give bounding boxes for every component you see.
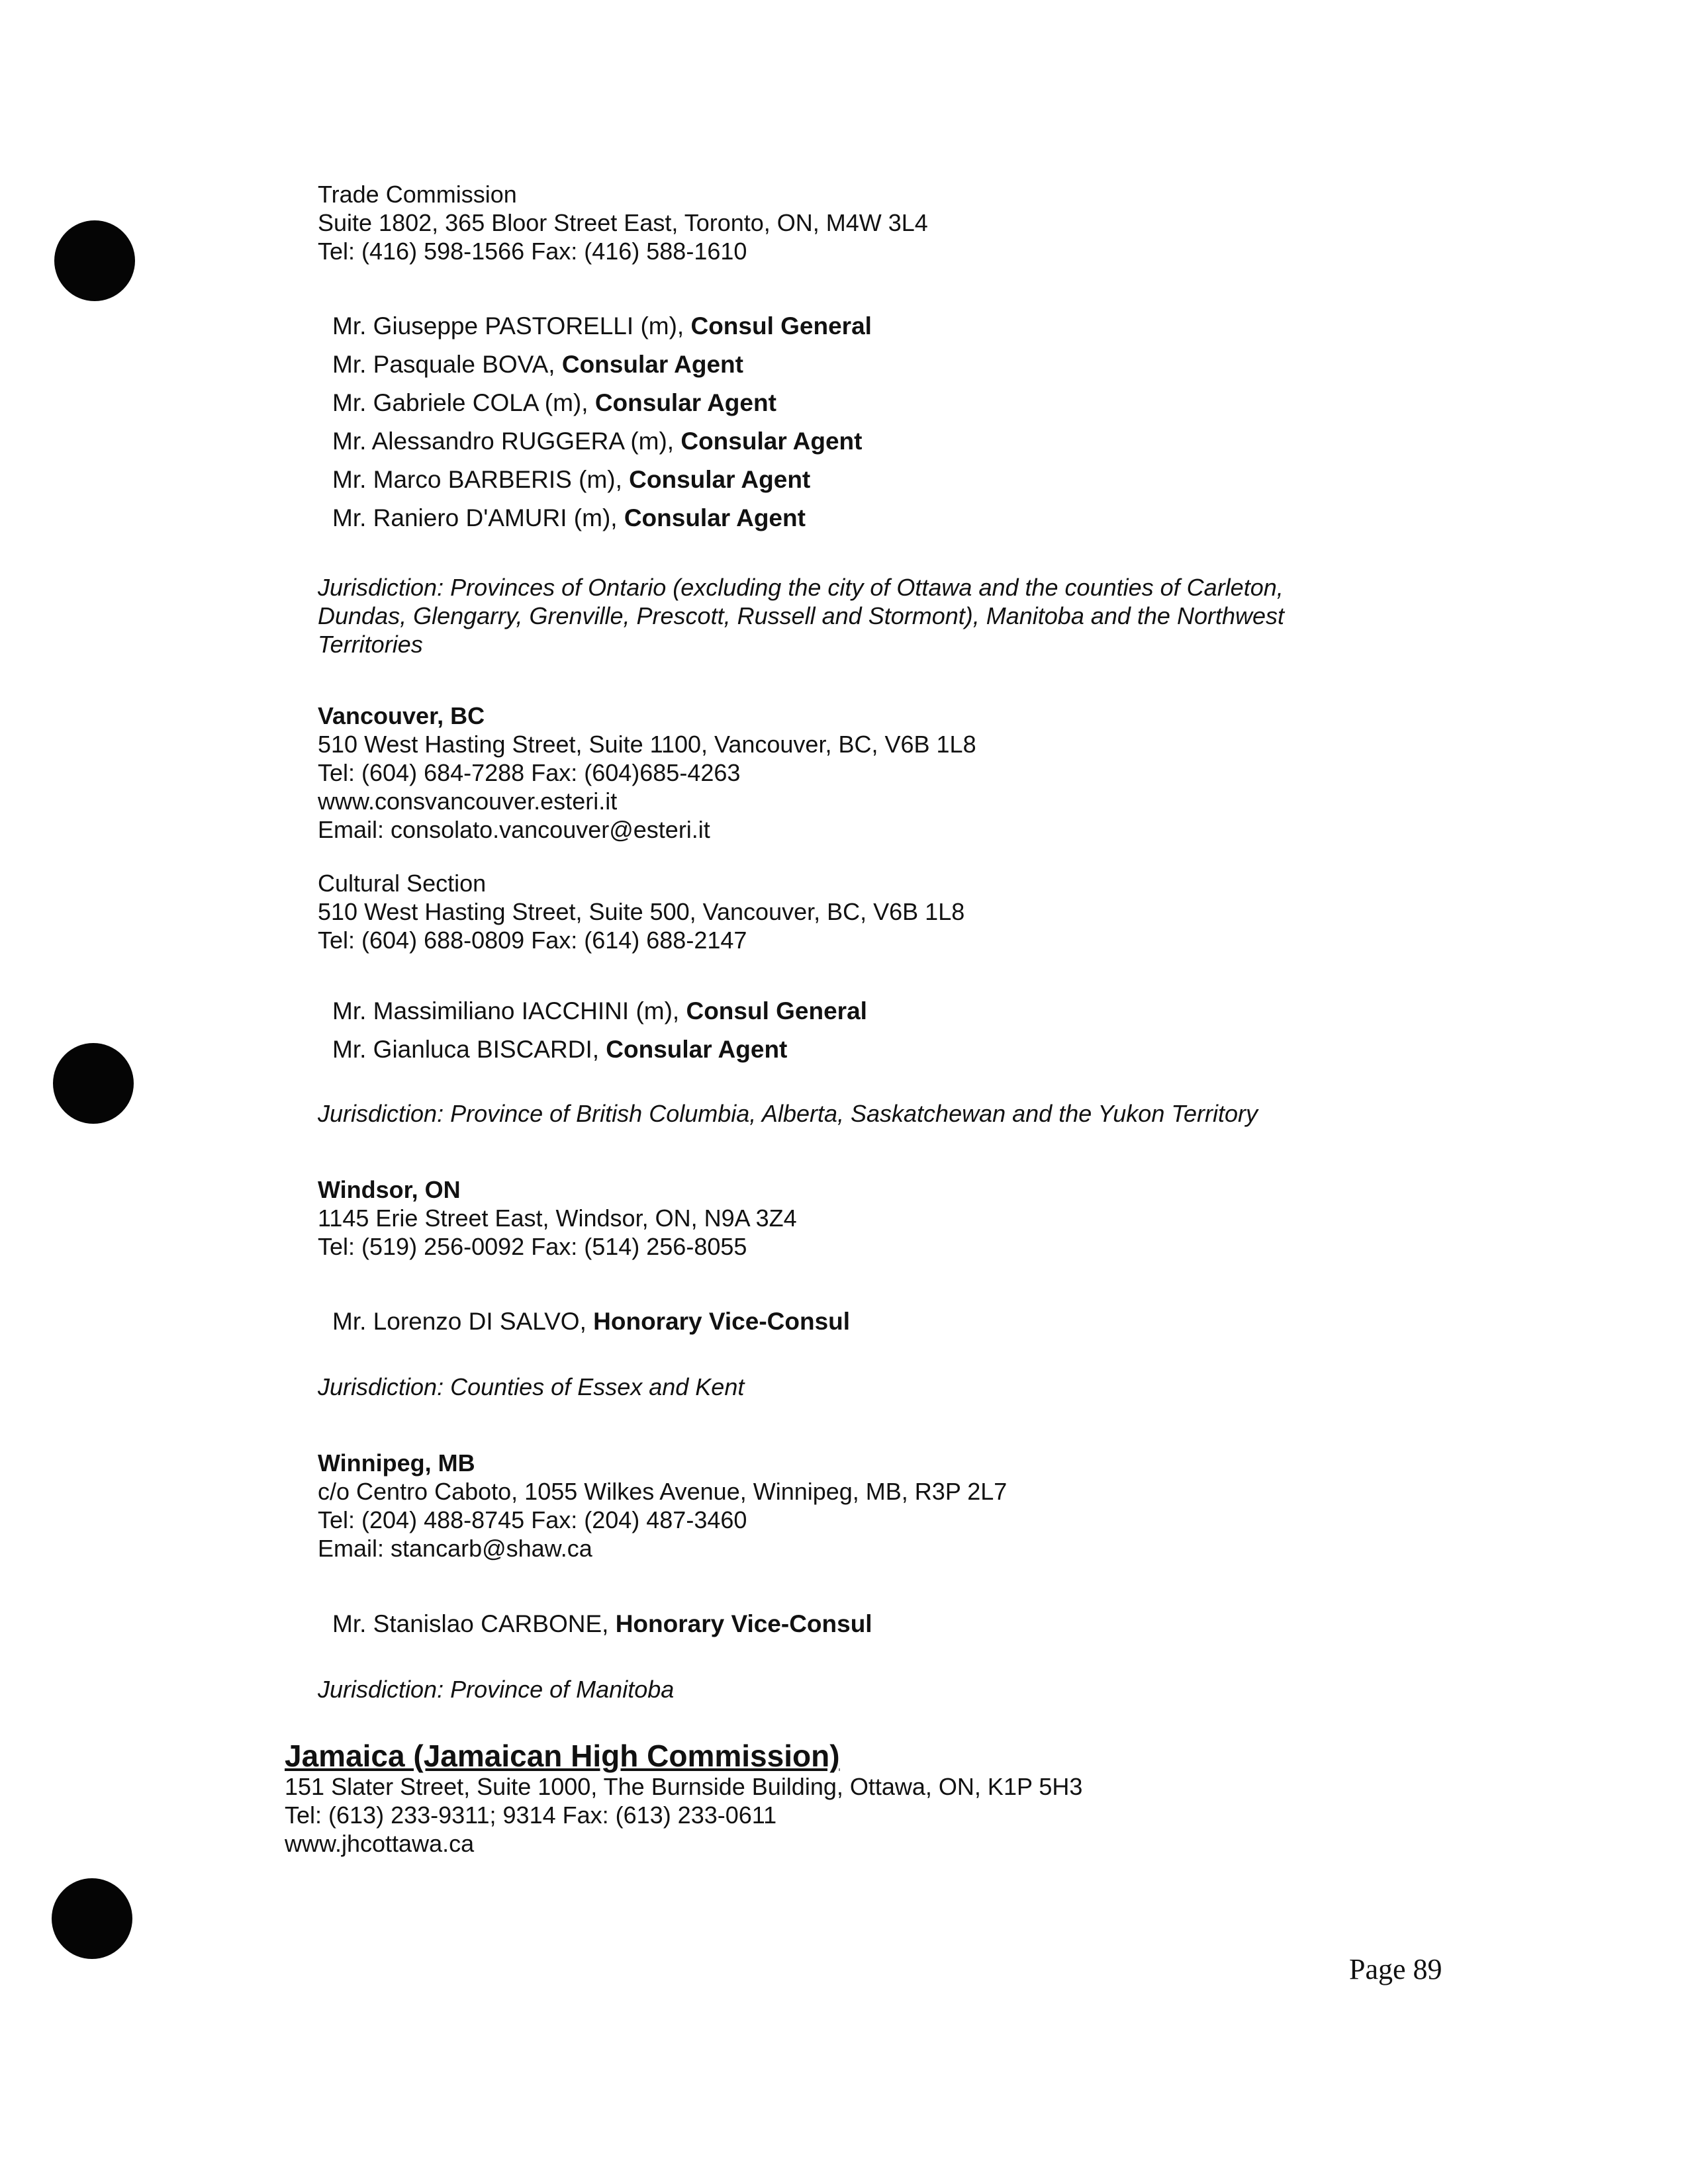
office-address: c/o Centro Caboto, 1055 Wilkes Avenue, Winnipeg, MB, R3P 2L7 <box>318 1478 1008 1505</box>
page-number: Page 89 <box>1349 1953 1442 1985</box>
personnel-entry <box>332 1030 867 1069</box>
section-title-jamaica: Jamaica (Jamaican High Commission) <box>285 1739 840 1773</box>
toronto-personnel-list <box>332 307 872 537</box>
person-title: Honorary Vice-Consul <box>593 1308 851 1335</box>
vancouver-jurisdiction <box>318 1099 1258 1128</box>
jurisdiction-line: Territories <box>318 631 423 658</box>
winnipeg-personnel-list <box>332 1605 872 1643</box>
personnel-entry <box>332 422 872 461</box>
office-tel: Tel: (604) 688-0809 Fax: (614) 688-2147 <box>318 927 747 954</box>
jurisdiction-line <box>318 1675 674 1704</box>
office-website: www.jhcottawa.ca <box>285 1830 475 1857</box>
windsor-personnel-list <box>332 1302 850 1341</box>
person-name: Mr. Lorenzo DI SALVO, <box>332 1308 594 1335</box>
winnipeg-jurisdiction <box>318 1675 674 1704</box>
jamaica-high-commission <box>285 1772 1082 1858</box>
personnel-entry <box>332 1605 872 1643</box>
windsor-consulate <box>318 1175 1410 1261</box>
person-title: Consular Agent <box>680 428 863 455</box>
office-tel: Tel: (416) 598-1566 Fax: (416) 588-1610 <box>318 238 747 265</box>
person-name: Mr. Giuseppe PASTORELLI (m), <box>332 312 691 340</box>
office-address: 510 West Hasting Street, Suite 1100, Vancouver, BC, V6B 1L8 <box>318 731 976 758</box>
vancouver-consulate <box>318 702 1410 844</box>
personnel-entry <box>332 992 867 1030</box>
person-name: Mr. Marco BARBERIS (m), <box>332 466 630 493</box>
toronto-trade-commission <box>318 180 1410 265</box>
office-heading: Winnipeg, MB <box>318 1449 475 1477</box>
jurisdiction-label: Jurisdiction: <box>318 1100 444 1127</box>
person-name: Mr. Stanislao CARBONE, <box>332 1610 616 1637</box>
office-website: www.consvancouver.esteri.it <box>318 788 618 815</box>
person-title: Consular Agent <box>624 504 806 531</box>
personnel-entry <box>332 345 872 384</box>
person-title: Consular Agent <box>561 351 743 378</box>
jurisdiction-label: Jurisdiction: <box>318 1676 444 1703</box>
personnel-entry <box>332 1302 850 1341</box>
personnel-entry <box>332 384 872 422</box>
jurisdiction-text: Province of Manitoba <box>444 1676 675 1703</box>
jurisdiction-line <box>318 1099 1258 1128</box>
person-title: Consular Agent <box>594 389 776 416</box>
person-name: Mr. Gianluca BISCARDI, <box>332 1036 606 1063</box>
winnipeg-consulate <box>318 1449 1410 1563</box>
office-name: Cultural Section <box>318 870 487 897</box>
jurisdiction-text: Province of British Columbia, Alberta, Saskatchewan and the Yukon Territory <box>444 1100 1258 1127</box>
office-address: Suite 1802, 365 Bloor Street East, Toronto, ON, M4W 3L4 <box>318 209 928 236</box>
office-tel: Tel: (519) 256-0092 Fax: (514) 256-8055 <box>318 1233 747 1260</box>
jurisdiction-line <box>318 573 1284 602</box>
office-email: Email: stancarb@shaw.ca <box>318 1535 592 1562</box>
person-title: Consular Agent <box>629 466 811 493</box>
office-heading: Vancouver, BC <box>318 702 485 729</box>
person-title: Consul General <box>686 997 867 1024</box>
person-name: Mr. Pasquale BOVA, <box>332 351 562 378</box>
jurisdiction-text: Counties of Essex and Kent <box>444 1373 745 1400</box>
toronto-jurisdiction <box>318 573 1284 659</box>
office-address: 1145 Erie Street East, Windsor, ON, N9A 3Z4 <box>318 1205 797 1232</box>
office-email: Email: consolato.vancouver@esteri.it <box>318 816 710 843</box>
office-address: 151 Slater Street, Suite 1000, The Burnside Building, Ottawa, ON, K1P 5H3 <box>285 1773 1083 1800</box>
person-title: Consular Agent <box>606 1036 788 1063</box>
office-name: Trade Commission <box>318 181 517 208</box>
person-title: Consul General <box>690 312 872 340</box>
office-address: 510 West Hasting Street, Suite 500, Vancouver, BC, V6B 1L8 <box>318 898 965 925</box>
jurisdiction-label: Jurisdiction: <box>318 574 444 601</box>
person-name: Mr. Alessandro RUGGERA (m), <box>332 428 681 455</box>
vancouver-cultural-section <box>318 869 1410 954</box>
person-title: Honorary Vice-Consul <box>615 1610 872 1637</box>
office-tel: Tel: (604) 684-7288 Fax: (604)685-4263 <box>318 759 741 786</box>
office-heading: Windsor, ON <box>318 1176 461 1203</box>
personnel-entry <box>332 461 872 499</box>
jurisdiction-label: Jurisdiction: <box>318 1373 444 1400</box>
punch-hole-top <box>54 220 135 301</box>
person-name: Mr. Massimiliano IACCHINI (m), <box>332 997 686 1024</box>
punch-hole-middle <box>53 1043 134 1124</box>
jurisdiction-text: Provinces of Ontario (excluding the city of Ottawa and the counties of Carleton, <box>444 574 1284 601</box>
person-name: Mr. Gabriele COLA (m), <box>332 389 595 416</box>
jurisdiction-line: Dundas, Glengarry, Grenville, Prescott, Russell and Stormont), Manitoba and the Northwest <box>318 602 1285 629</box>
vancouver-personnel-list <box>332 992 867 1069</box>
personnel-entry <box>332 307 872 345</box>
jurisdiction-line <box>318 1373 744 1401</box>
person-name: Mr. Raniero D'AMURI (m), <box>332 504 624 531</box>
windsor-jurisdiction <box>318 1373 744 1401</box>
personnel-entry <box>332 499 872 537</box>
punch-hole-bottom <box>52 1878 132 1959</box>
office-tel: Tel: (613) 233-9311; 9314 Fax: (613) 233-0611 <box>285 1801 777 1829</box>
office-tel: Tel: (204) 488-8745 Fax: (204) 487-3460 <box>318 1506 747 1533</box>
